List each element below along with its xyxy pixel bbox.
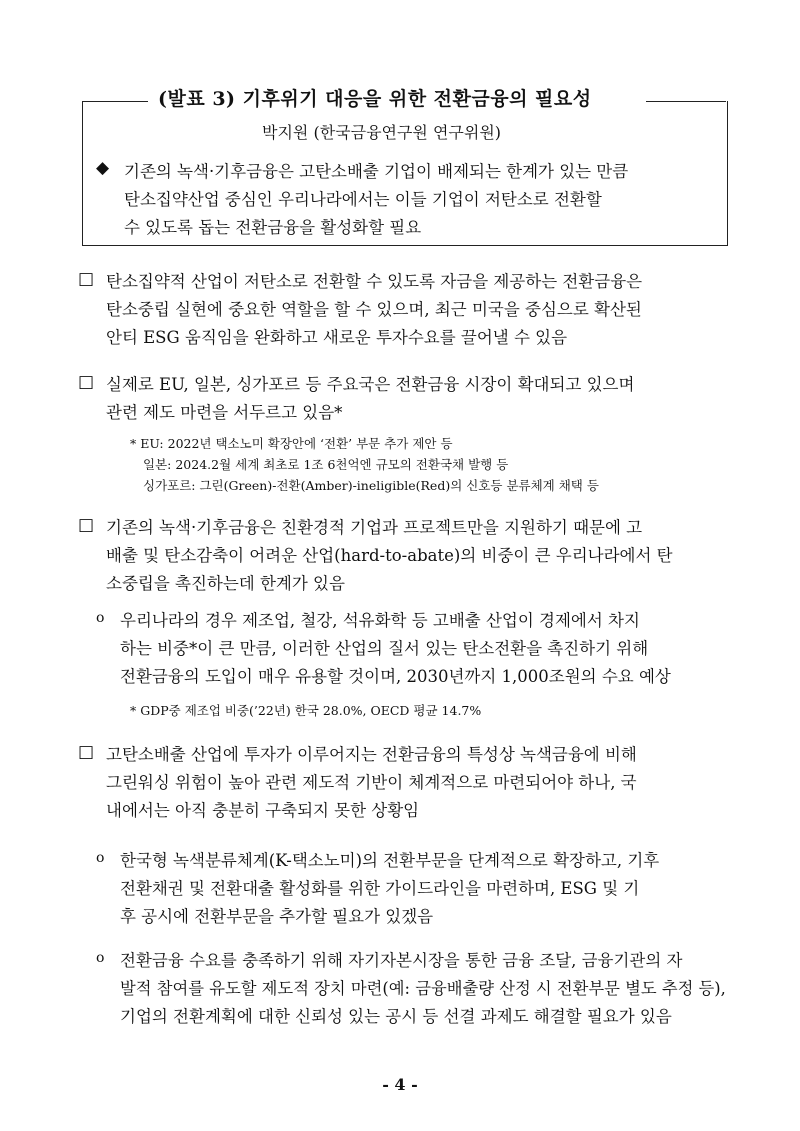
footnote-line: 싱가포르: 그린(Green)-전환(Amber)-ineligible(Red)의 신호등 분류체계 채택 등: [143, 478, 599, 493]
paragraph-line: 기존의 녹색·기후금융은 친환경적 기업과 프로젝트만을 지원하기 때문에 고: [106, 518, 643, 537]
subparagraph-line-text: 발적 참여를 유도할 제도적 장치 마련(예: 금융배출량 산정 시 전환부문 별도 추정 등),: [120, 979, 726, 998]
checkbox-marker-icon: □: [78, 269, 95, 289]
subparagraph-line: 기업의 전환계획에 대한 신뢰성 있는 공시 등 선결 과제도 해결할 필요가 있음: [120, 1007, 672, 1026]
subparagraph-line: 후 공시에 전환부문을 추가할 필요가 있겠음: [120, 907, 434, 926]
subparagraph-line: 전환금융 수요를 충족하기 위해 자기자본시장을 통한 금융 조달, 금융기관의 자: [120, 951, 683, 970]
footnote-line: * GDP중 제조업 비중(’22년) 한국 28.0%, OECD 평균 14.7%: [130, 703, 482, 718]
circle-bullet-icon: o: [96, 950, 105, 966]
summary-line: 수 있도록 돕는 전환금융을 활성화할 필요: [124, 218, 422, 237]
circle-bullet-icon: o: [96, 610, 105, 626]
checkbox-marker-icon: □: [78, 742, 95, 762]
paragraph-line: 안티 ESG 움직임을 완화하고 새로운 투자수요를 끌어낼 수 있음: [106, 328, 568, 347]
paragraph-line: 고탄소배출 산업에 투자가 이루어지는 전환금융의 특성상 녹색금융에 비해: [106, 745, 637, 764]
paragraph-line: 그린워싱 위험이 높아 관련 제도적 기반이 체계적으로 마련되어야 하나, 국: [106, 773, 637, 792]
paragraph-line: 탄소집약적 산업이 저탄소로 전환할 수 있도록 자금을 제공하는 전환금융은: [106, 272, 643, 291]
checkbox-marker-icon: □: [78, 515, 95, 535]
diamond-bullet-icon: ◆: [96, 158, 110, 178]
page-number: - 4 -: [382, 1075, 418, 1094]
paragraph-line: 내에서는 아직 충분히 구축되지 못한 상황임: [106, 801, 420, 820]
checkbox-marker-icon: □: [78, 372, 95, 392]
paragraph-line: 관련 제도 마련을 서두르고 있음*: [106, 403, 343, 422]
author-line: 박지원 (한국금융연구원 연구위원): [262, 123, 502, 142]
summary-line: 탄소집약산업 중심인 우리나라에서는 이들 기업이 저탄소로 전환할: [124, 190, 602, 209]
paragraph-line: 탄소중립 실현에 중요한 역할을 할 수 있으며, 최근 미국을 중심으로 확산된: [106, 300, 642, 319]
subparagraph-line: 하는 비중*이 큰 만큼, 이러한 산업의 질서 있는 탄소전환을 촉진하기 위해: [120, 639, 649, 658]
summary-line: 기존의 녹색·기후금융은 고탄소배출 기업이 배제되는 한계가 있는 만큼: [124, 162, 629, 181]
footnote-line: * EU: 2022년 택소노미 확장안에 ‘전환’ 부문 추가 제안 등: [130, 436, 453, 451]
page-title: (발표 3) 기후위기 대응을 위한 전환금융의 필요성: [158, 88, 592, 110]
paragraph-line: 배출 및 탄소감축이 어려운 산업(hard-to-abate)의 비중이 큰 우리나라에서 탄: [106, 546, 673, 565]
subparagraph-line: 한국형 녹색분류체계(K-택소노미)의 전환부문을 단계적으로 확장하고, 기후: [120, 851, 660, 870]
subparagraph-line: 전환금융의 도입이 매우 유용할 것이며, 2030년까지 1,000조원의 수요 예상: [120, 667, 671, 686]
paragraph-line: 실제로 EU, 일본, 싱가포르 등 주요국은 전환금융 시장이 확대되고 있으며: [106, 375, 635, 394]
footnote-line: 일본: 2024.2월 세계 최초로 1조 6천억엔 규모의 전환국채 발행 등: [143, 457, 509, 472]
circle-bullet-icon: o: [96, 850, 105, 866]
subparagraph-line: 우리나라의 경우 제조업, 철강, 석유화학 등 고배출 산업이 경제에서 차지: [120, 611, 640, 630]
subparagraph-line: [120, 975, 726, 999]
subparagraph-line: 전환채권 및 전환대출 활성화를 위한 가이드라인을 마련하며, ESG 및 기: [120, 879, 640, 898]
paragraph-line: 소중립을 촉진하는데 한계가 있음: [106, 574, 345, 593]
